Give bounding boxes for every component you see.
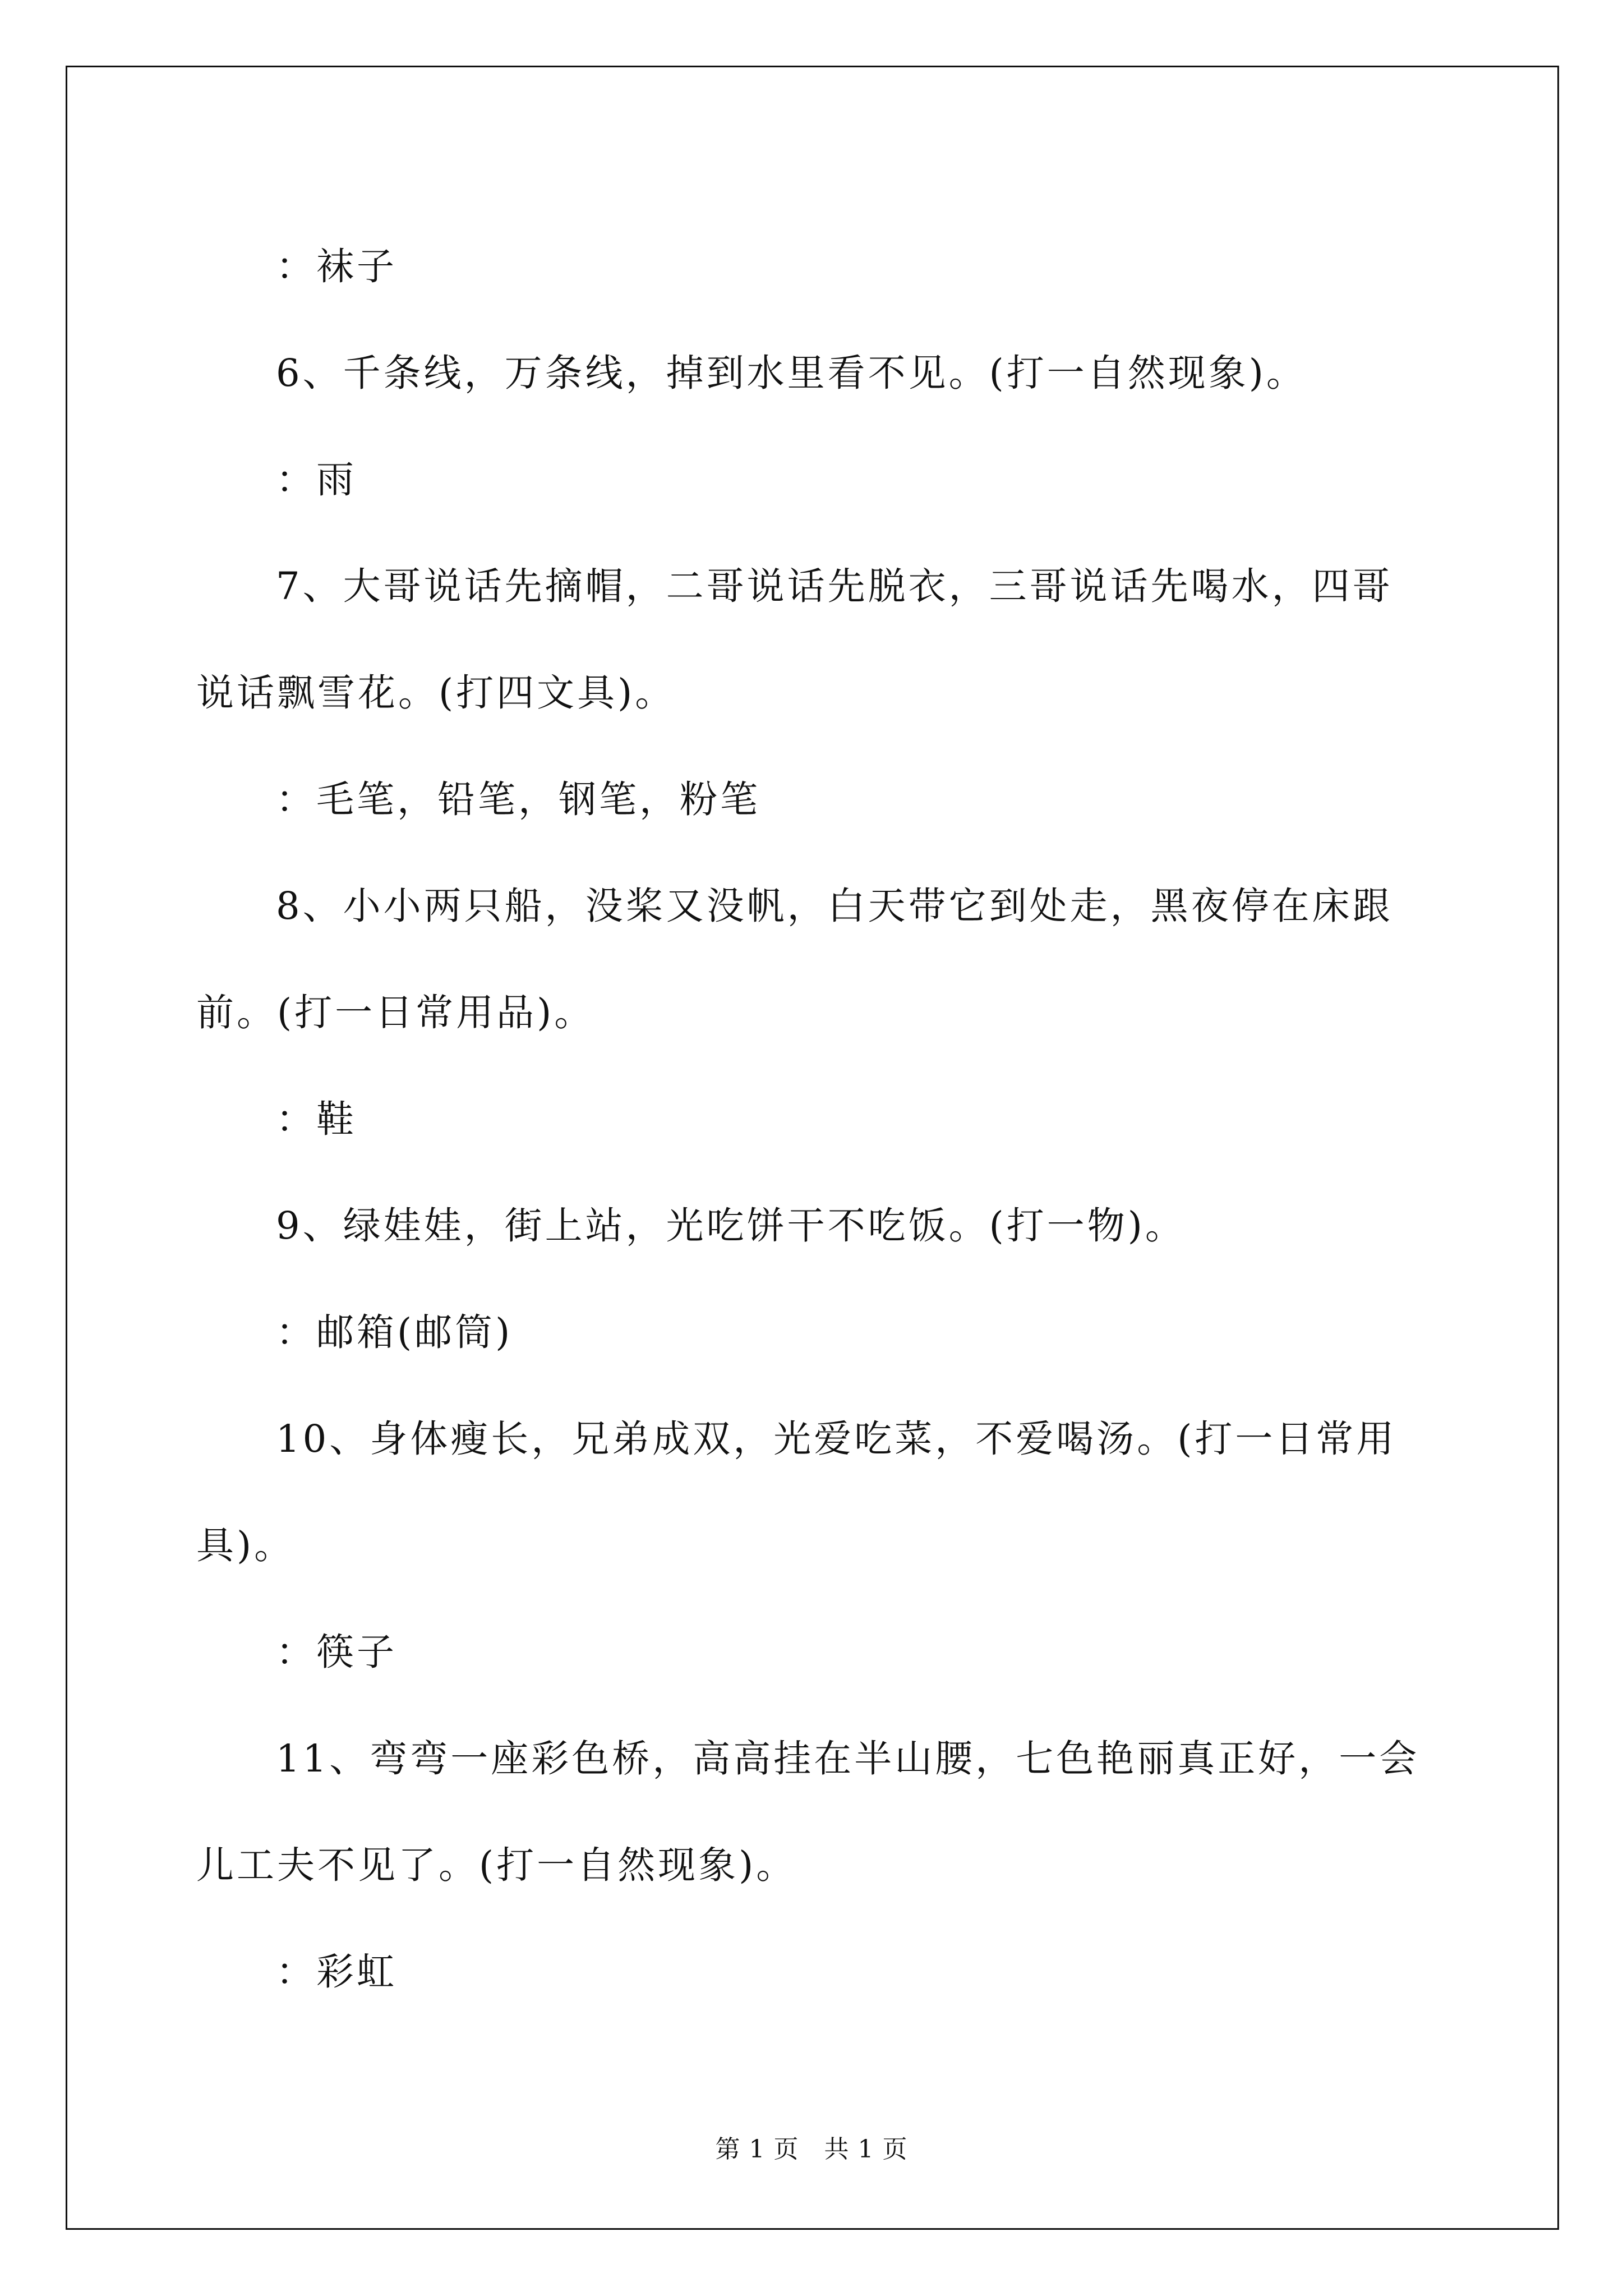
riddle-text: 7、大哥说话先摘帽，二哥说话先脱衣，三哥说话先喝水，四哥说话飘雪花。(打四文具)。 — [196, 564, 1393, 715]
answer-text: ：筷子 — [276, 1630, 397, 1674]
riddle-text: 9、绿娃娃，街上站，光吃饼干不吃饭。(打一物)。 — [276, 1204, 1186, 1248]
answer-text: ：雨 — [276, 458, 357, 501]
document-body — [196, 213, 1433, 2025]
riddle-text: 11、弯弯一座彩色桥，高高挂在半山腰，七色艳丽真正好，一会儿工夫不见了。(打一自然现象)。 — [196, 1737, 1420, 1887]
answer-text: ：毛笔，铅笔，钢笔，粉笔 — [276, 777, 760, 821]
answer-text: ：袜子 — [276, 245, 397, 288]
riddle-text: 6、千条线，万条线，掉到水里看不见。(打一自然现象)。 — [276, 351, 1307, 395]
answer-text: ：彩虹 — [276, 1950, 397, 1994]
riddle-text: 10、身体瘦长，兄弟成双，光爱吃菜，不爱喝汤。(打一日常用具)。 — [196, 1417, 1397, 1567]
page-footer: 第 1 页 共 1 页 — [715, 2135, 908, 2164]
answer-text: ：邮箱(邮筒) — [276, 1310, 513, 1354]
answer-text: ：鞋 — [276, 1097, 357, 1141]
riddle-text: 8、小小两只船，没桨又没帆，白天带它到处走，黑夜停在床跟前。(打一日常用品)。 — [196, 884, 1393, 1034]
